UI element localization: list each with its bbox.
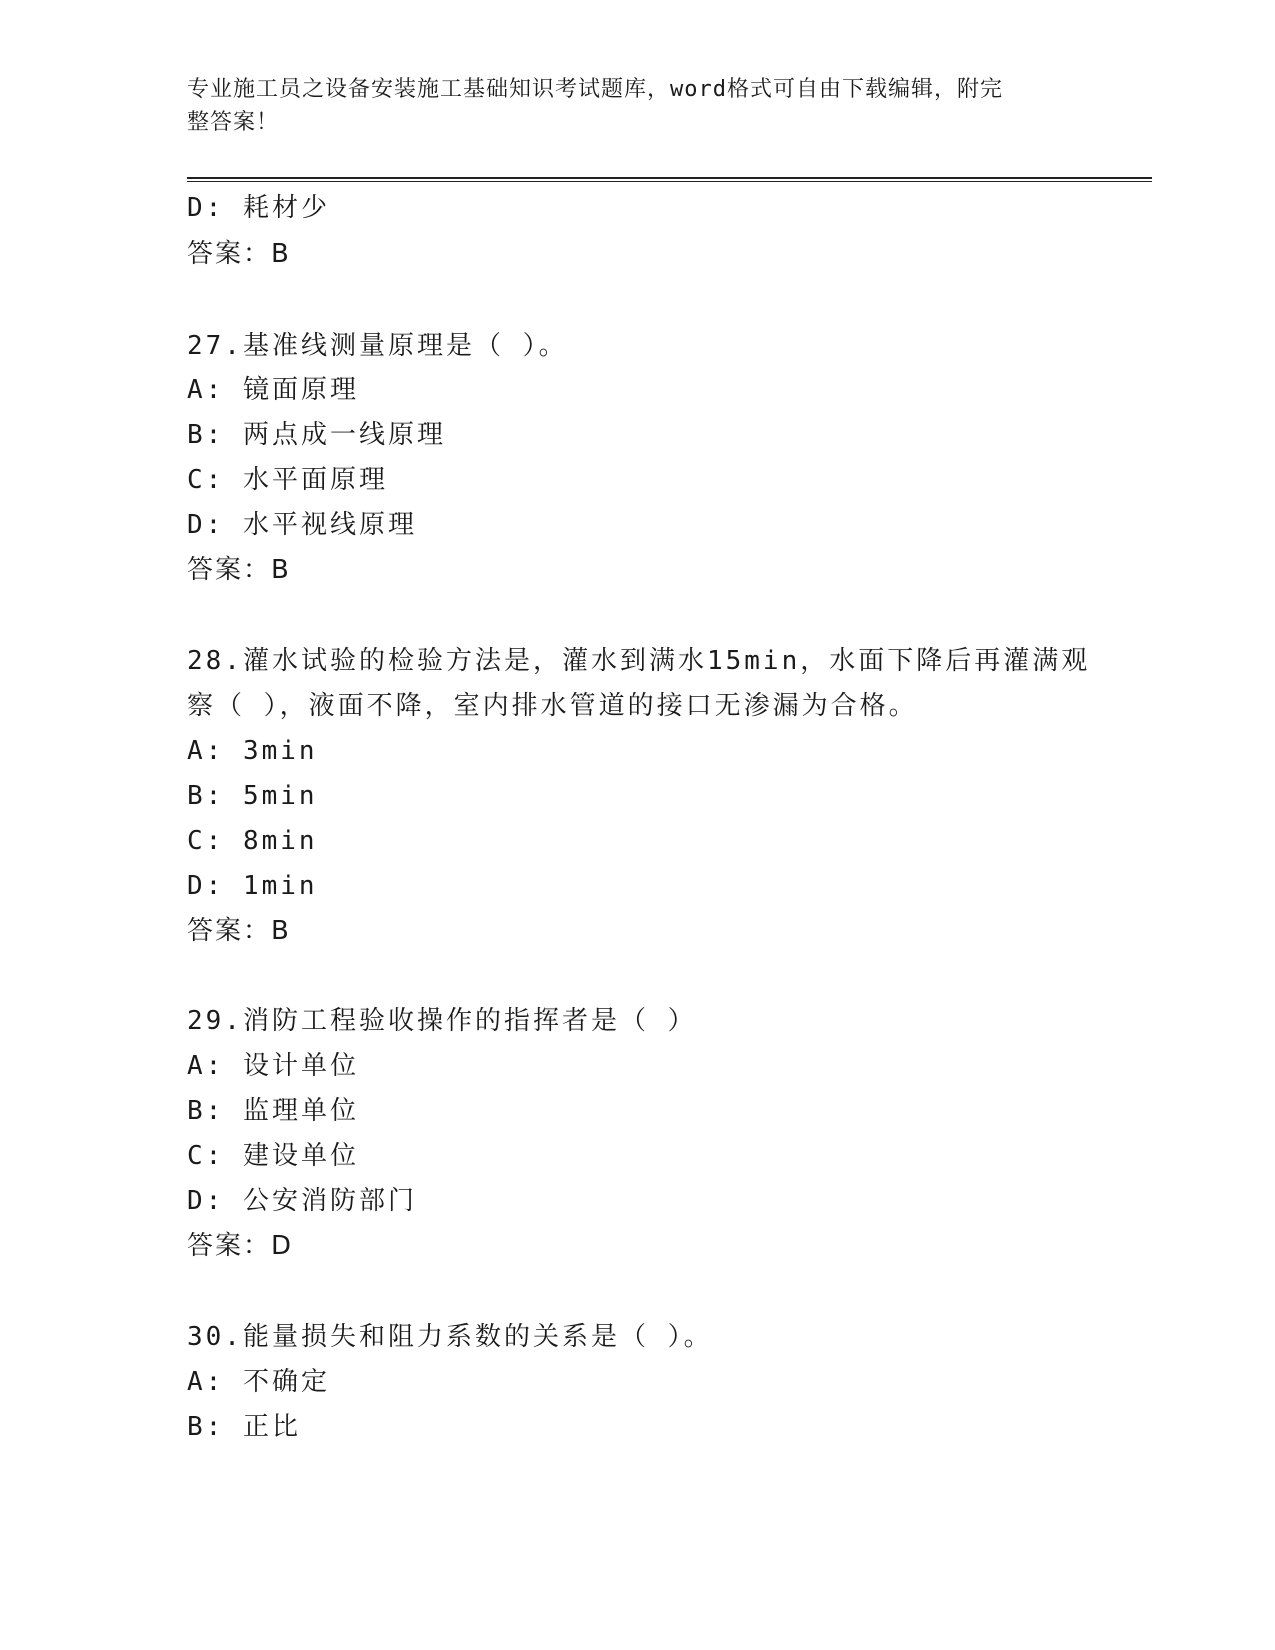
q26-answer: 答案：B	[187, 239, 291, 269]
q29-option-a: A: 设计单位	[187, 1051, 359, 1081]
q27-option-b: B: 两点成一线原理	[187, 420, 446, 450]
document-header	[187, 73, 1067, 139]
q28-stem-line-1: 28.灌水试验的检验方法是，灌水到满水15min，水面下降后再灌满观	[187, 646, 1091, 676]
header-line-1: 专业施工员之设备安装施工基础知识考试题库，word格式可自由下载编辑，附完	[187, 77, 1003, 102]
q28-option-c: C: 8min	[187, 826, 318, 856]
header-line-2: 整答案！	[187, 110, 280, 135]
q27-answer: 答案：B	[187, 555, 291, 585]
q28-option-a: A: 3min	[187, 736, 318, 766]
q28-stem-line-2: 察（ ），液面不降，室内排水管道的接口无渗漏为合格。	[187, 691, 918, 721]
q28-option-b: B: 5min	[187, 781, 318, 811]
q27-stem: 27.基准线测量原理是（ ）。	[187, 331, 568, 361]
q27-option-c: C: 水平面原理	[187, 465, 388, 495]
q28-option-d: D: 1min	[187, 871, 318, 901]
q29-option-b: B: 监理单位	[187, 1096, 359, 1126]
q29-stem: 29.消防工程验收操作的指挥者是（ ）	[187, 1006, 697, 1036]
q29-option-c: C: 建设单位	[187, 1141, 359, 1171]
q29-option-d: D: 公安消防部门	[187, 1186, 417, 1216]
q26-option-d: D: 耗材少	[187, 193, 330, 223]
header-divider	[187, 177, 1152, 182]
q27-option-a: A: 镜面原理	[187, 375, 359, 405]
q28-answer: 答案：B	[187, 916, 291, 946]
q27-option-d: D: 水平视线原理	[187, 510, 417, 540]
q30-option-a: A: 不确定	[187, 1367, 330, 1397]
q30-option-b: B: 正比	[187, 1412, 301, 1442]
q30-stem: 30.能量损失和阻力系数的关系是（ ）。	[187, 1322, 713, 1352]
q29-answer: 答案：D	[187, 1231, 294, 1261]
